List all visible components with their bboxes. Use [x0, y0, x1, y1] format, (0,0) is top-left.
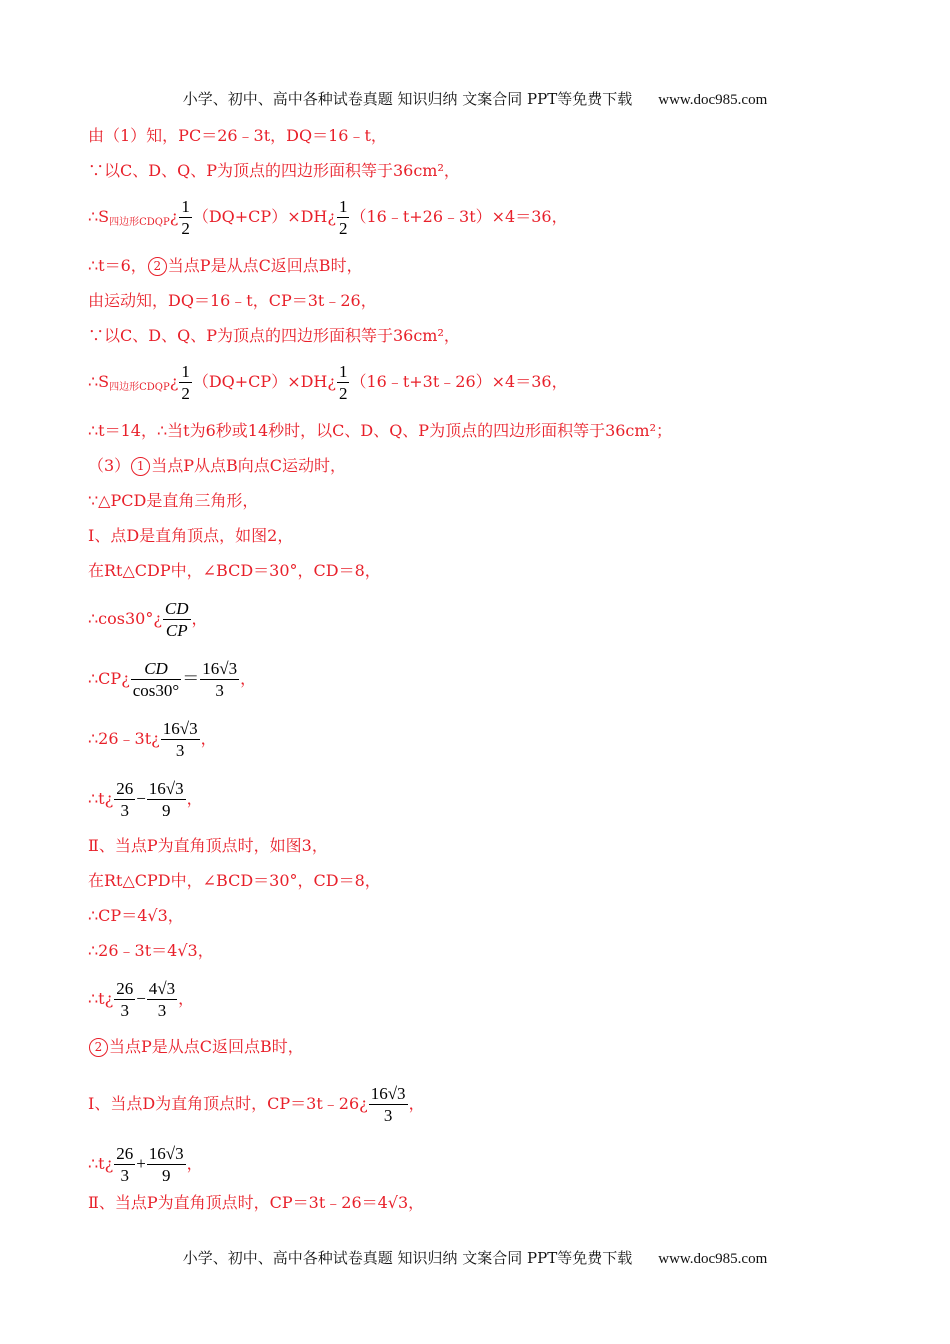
line-20: ∴26﹣3t＝4√3， — [88, 941, 214, 960]
fraction-16root3-9: $\frac{16√3}{9}$ — [148, 779, 184, 820]
line-21: ∴t¿ $\frac{26}{3}$ − $\frac{4√3}{3}$ ， — [88, 979, 195, 1020]
line-16: ∴t¿ $\frac{26}{3}$ − $\frac{16√3}{9}$ ， — [88, 779, 203, 820]
line-9: （3） 1 当点P从点B向点C运动时， — [88, 456, 346, 475]
circled-number: 2 — [89, 1038, 108, 1057]
page-footer — [0, 1247, 950, 1268]
fraction-26-3: $\frac{26}{3}$ — [116, 1144, 134, 1185]
line-12: 在Rt△CDP中，∠BCD＝30°，CD＝8， — [88, 561, 381, 580]
l3-mid: （DQ+CP）×DH — [192, 207, 328, 226]
fraction-4root3-3: $\frac{4√3}{3}$ — [148, 979, 176, 1020]
line-6: ∵以C、D、Q、P为顶点的四边形面积等于36cm²， — [88, 326, 460, 345]
fraction-16root3-3: $\frac{16√3}{3}$ — [202, 659, 238, 700]
inv-glyph: ¿ — [327, 207, 336, 226]
line-17: Ⅱ、当点P为直角顶点时，如图3， — [88, 836, 328, 855]
footer-site: www.doc985.com — [658, 1251, 768, 1267]
line-24: ∴t¿ $\frac{26}{3}$ + $\frac{16√3}{9}$ ， — [88, 1144, 203, 1185]
inv-glyph: ¿ — [169, 207, 179, 226]
fraction-half: $\frac{1}{2}$ — [338, 362, 348, 403]
line-25: Ⅱ、当点P为直角顶点时，CP＝3t﹣26＝4√3， — [88, 1193, 425, 1212]
circled-number: 2 — [148, 257, 167, 276]
line-5: 由运动知，DQ＝16﹣t，CP＝3t﹣26， — [88, 291, 377, 310]
l3-post: （16﹣t+26﹣3t）×4＝36， — [350, 207, 568, 226]
fraction-16root3-3: $\frac{16√3}{3}$ — [370, 1084, 406, 1125]
fraction-cd-cp: $\frac{CD}{CP}$ — [164, 599, 189, 640]
fraction-26-3: $\frac{26}{3}$ — [116, 779, 134, 820]
line-11: Ⅰ、点D是直角顶点，如图2， — [88, 526, 294, 545]
fraction-26-3: $\frac{26}{3}$ — [116, 979, 134, 1020]
line-15: ∴26﹣3t¿ $\frac{16√3}{3}$ ， — [88, 719, 217, 760]
l3-sub: 四边形CDQP — [109, 217, 170, 228]
line-22: 2 当点P是从点C返回点B时， — [88, 1037, 304, 1057]
header-title: 小学、初中、高中各种试卷真题 知识归纳 文案合同 PPT等免费下载 — [182, 90, 633, 108]
page-header — [0, 88, 950, 109]
l3-pre: ∴S — [88, 207, 110, 226]
line-2: ∵以C、D、Q、P为顶点的四边形面积等于36cm²， — [88, 161, 460, 180]
line-19: ∴CP＝4√3， — [88, 906, 184, 925]
line-8: ∴t＝14，∴当t为6秒或14秒时，以C、D、Q、P为顶点的四边形面积等于36cm²； — [88, 421, 672, 440]
fraction-half: $\frac{1}{2}$ — [181, 197, 190, 238]
fraction-16root3-9: $\frac{16√3}{9}$ — [148, 1144, 184, 1185]
fraction-half: $\frac{1}{2}$ — [181, 362, 190, 403]
fraction-16root3-3: $\frac{16√3}{3}$ — [162, 719, 198, 760]
line-10: ∵△PCD是直角三角形， — [88, 491, 259, 510]
line-18: 在Rt△CPD中，∠BCD＝30°，CD＝8， — [88, 871, 381, 890]
line-13: ∴cos30°¿ $\frac{CD}{CP}$ ， — [88, 599, 208, 640]
fraction-cd-cos30: $\frac{CD}{\cos 30^\circ}$ — [132, 659, 180, 700]
fraction-half: $\frac{1}{2}$ — [338, 197, 348, 238]
line-4: ∴t＝6， 2 当点P是从点C返回点B时， — [88, 256, 363, 275]
header-site: www.doc985.com — [658, 92, 768, 108]
circled-number: 1 — [131, 457, 150, 476]
line-7: $\therefore S_{四边形CDQP}¿$ $\frac{1}{2}$ （DQ+CP）×DH¿ $\frac{1}{2}$ （16﹣t+3t﹣26）×4＝36， — [88, 362, 568, 403]
line-14: ∴CP¿ $\frac{CD}{\cos 30^\circ}$ ＝ $\frac{16√3}{3}$ ， — [88, 659, 257, 700]
line-23: Ⅰ、当点D为直角顶点时，CP＝3t﹣26¿ $\frac{16√3}{3}$ ， — [88, 1084, 425, 1125]
line-3 — [88, 196, 568, 239]
footer-title: 小学、初中、高中各种试卷真题 知识归纳 文案合同 PPT等免费下载 — [182, 1249, 633, 1267]
line-1: 由（1）知，PC＝26﹣3t，DQ＝16﹣t， — [88, 126, 387, 145]
